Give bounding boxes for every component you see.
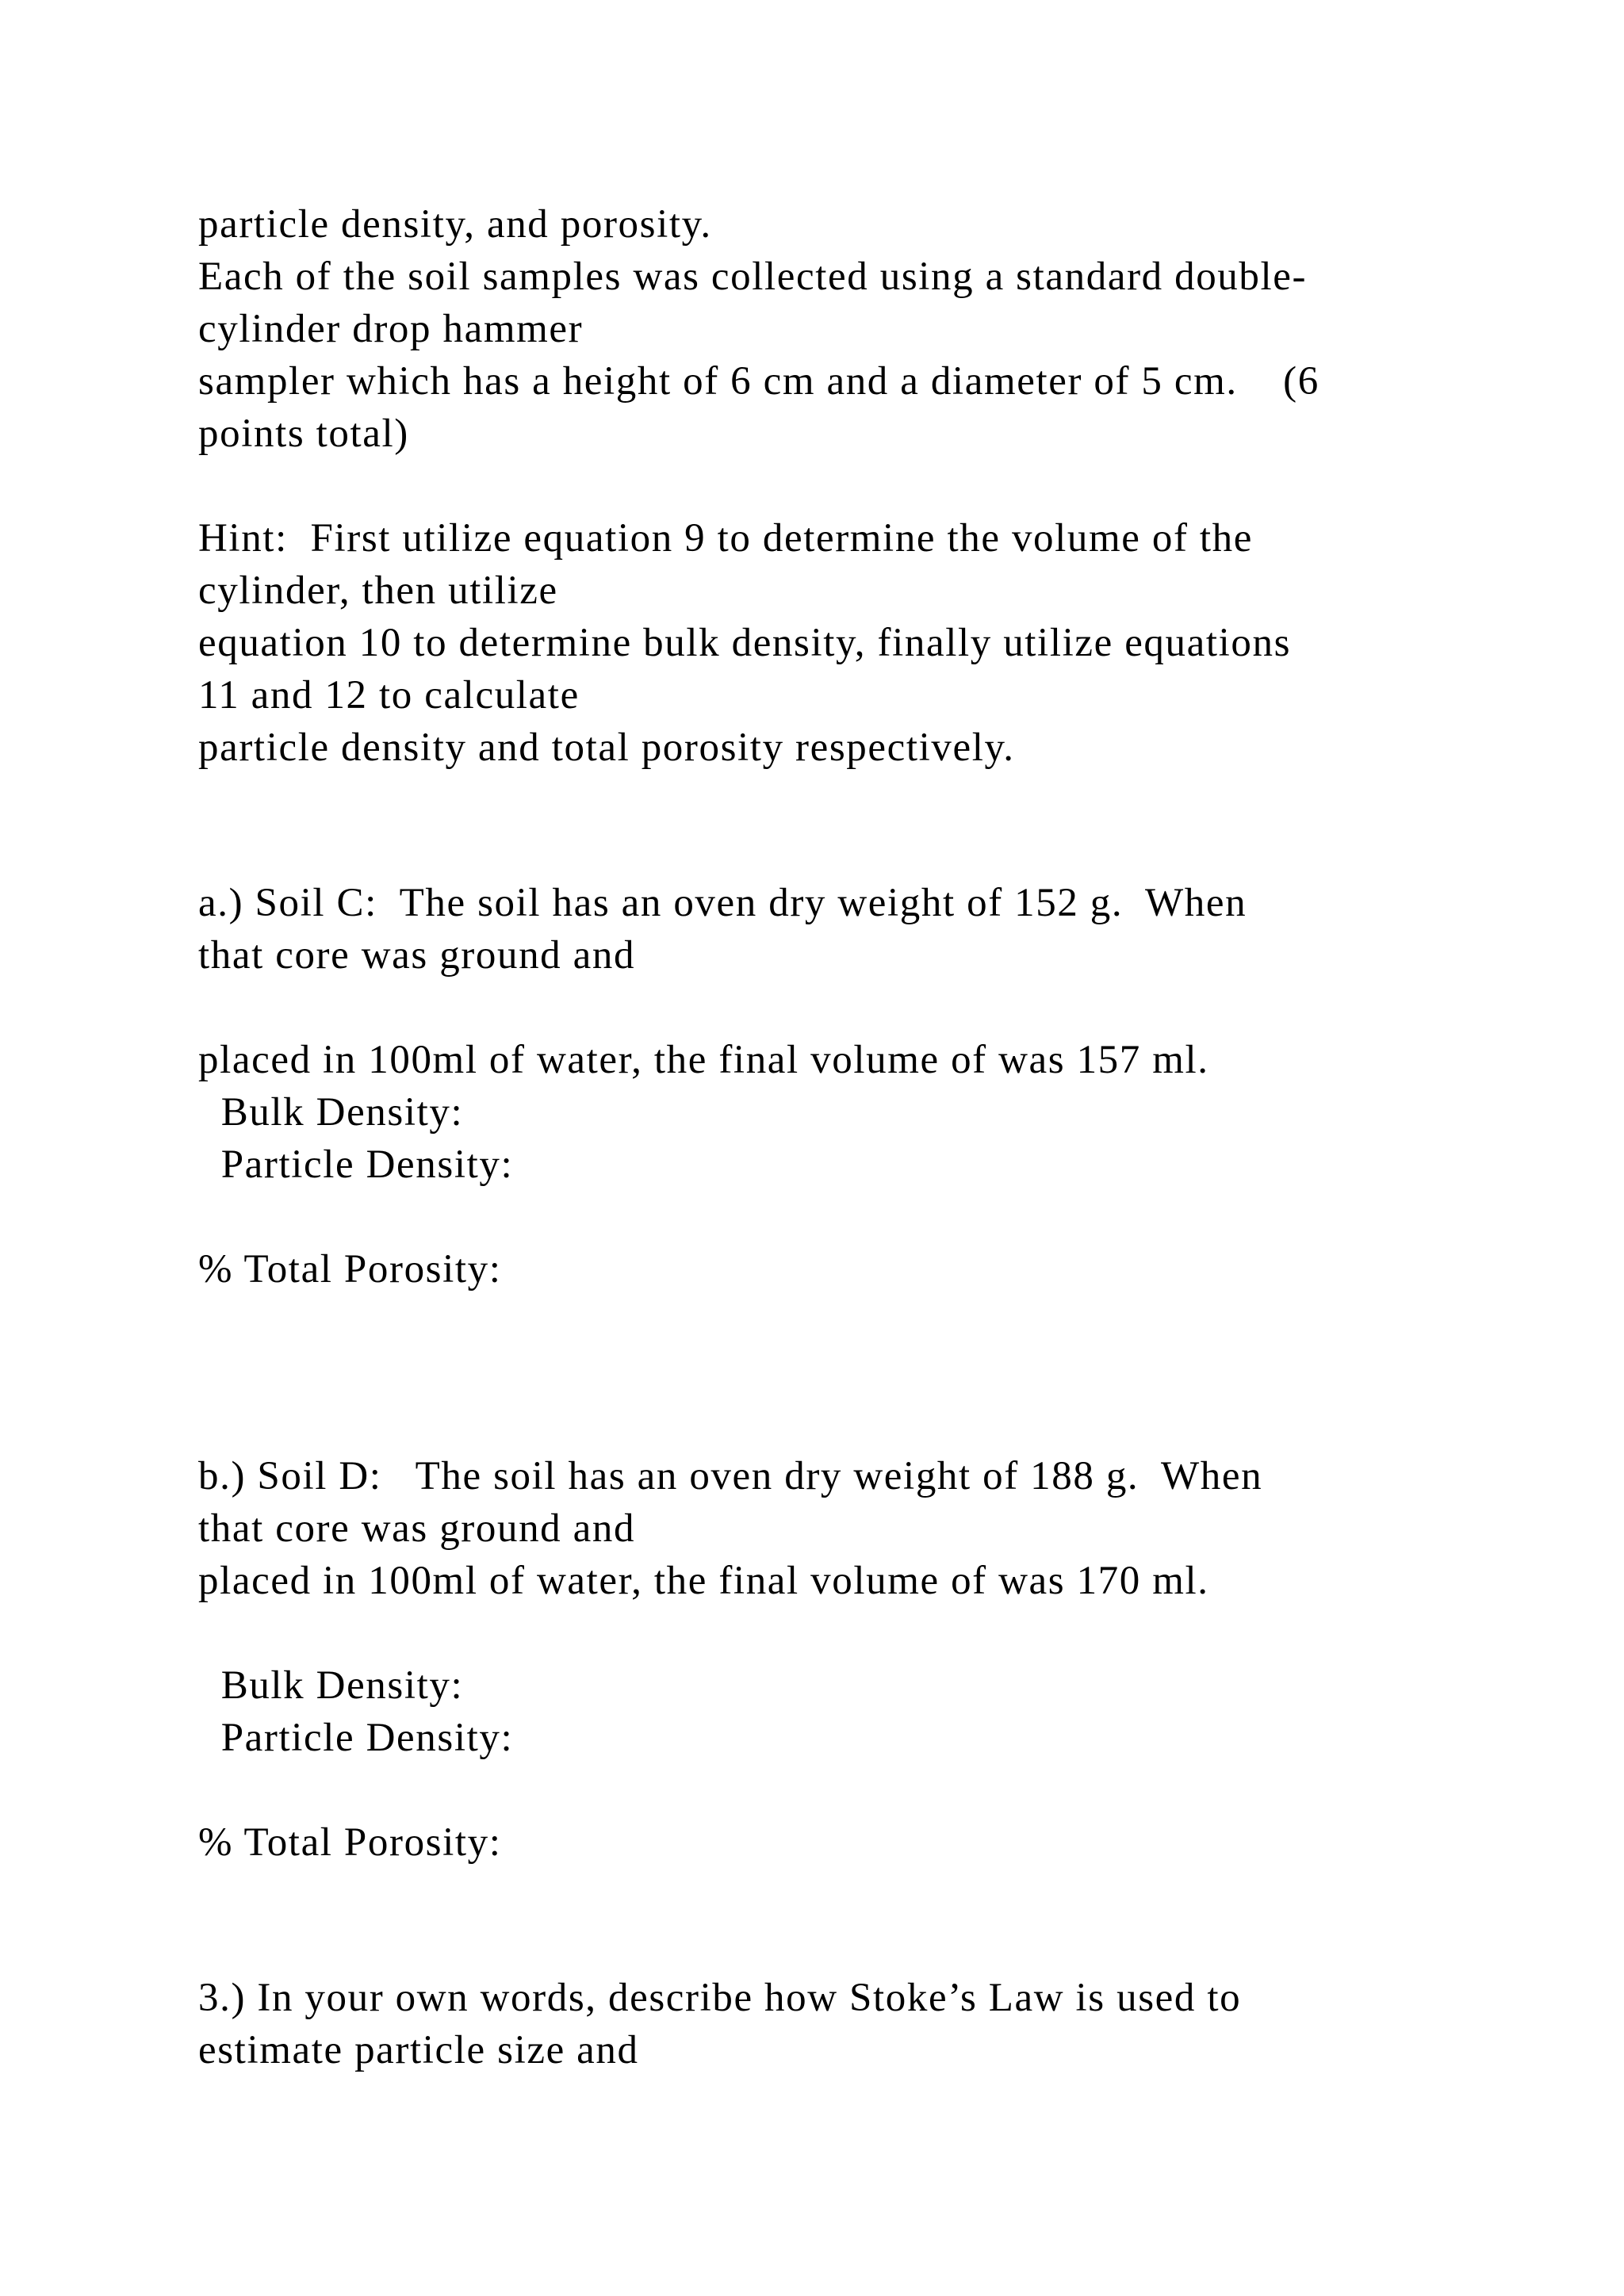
- answer-label-bulk-density: Bulk Density:: [198, 1663, 464, 1708]
- answer-label-total-porosity: % Total Porosity:: [198, 1820, 502, 1865]
- hint-line: 11 and 12 to calculate: [198, 673, 580, 718]
- answer-label-bulk-density: Bulk Density:: [198, 1090, 464, 1135]
- text-line: sampler which has a height of 6 cm and a diameter of 5 cm. (6: [198, 359, 1320, 404]
- question-a-line: a.) Soil C: The soil has an oven dry weight of 152 g. When: [198, 881, 1247, 925]
- text-line: particle density, and porosity.: [198, 202, 712, 247]
- text-line: cylinder drop hammer: [198, 307, 584, 351]
- hint-line: Hint: First utilize equation 9 to determine the volume of the: [198, 516, 1254, 561]
- question-a-line: placed in 100ml of water, the final volume of was 157 ml.: [198, 1038, 1209, 1082]
- question-b-line: b.) Soil D: The soil has an oven dry weight of 188 g. When: [198, 1454, 1263, 1498]
- text-line: Each of the soil samples was collected using a standard double-: [198, 254, 1308, 299]
- question-b-line: that core was ground and: [198, 1506, 636, 1551]
- answer-label-particle-density: Particle Density:: [198, 1716, 514, 1760]
- text-line: points total): [198, 411, 409, 456]
- question-3-line: 3.) In your own words, describe how Stoke’s Law is used to: [198, 1976, 1242, 2020]
- hint-line: equation 10 to determine bulk density, finally utilize equations: [198, 621, 1292, 665]
- question-3-line: estimate particle size and: [198, 2028, 639, 2072]
- answer-label-total-porosity: % Total Porosity:: [198, 1247, 502, 1292]
- answer-label-particle-density: Particle Density:: [198, 1142, 514, 1187]
- question-b-line: placed in 100ml of water, the final volume of was 170 ml.: [198, 1559, 1209, 1603]
- hint-line: particle density and total porosity respectively.: [198, 725, 1015, 770]
- question-a-line: that core was ground and: [198, 933, 636, 978]
- hint-line: cylinder, then utilize: [198, 568, 558, 613]
